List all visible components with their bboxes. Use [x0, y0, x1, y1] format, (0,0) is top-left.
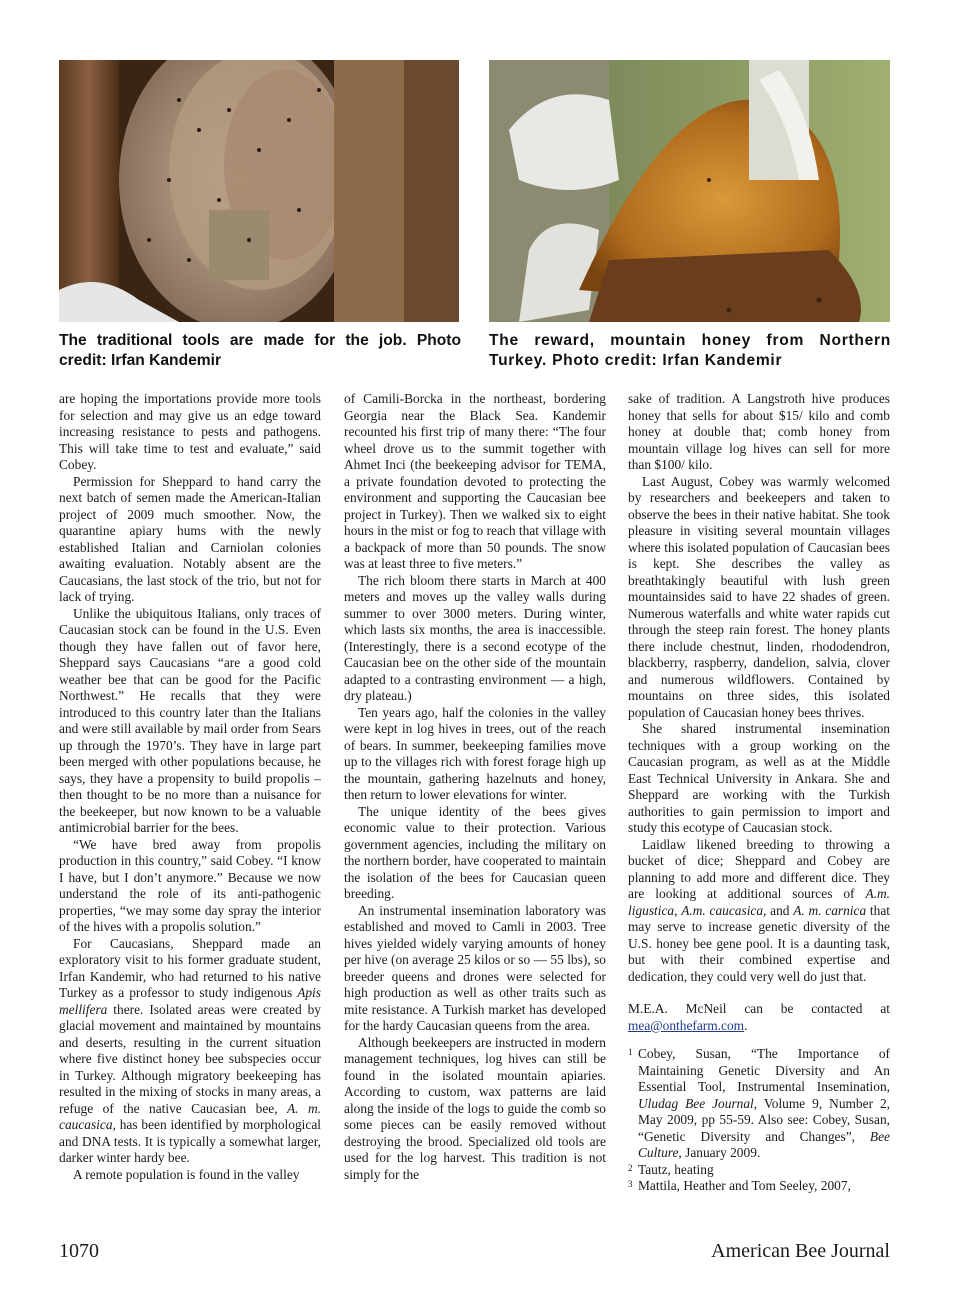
text-run: , January 2009.: [678, 1145, 761, 1160]
text-run: there. Isolated areas were created by glacial movement and maintained by mountains and deserts, resulting in the current situation where five distinct honey bee subspecies occur in Turkey. Although migratory beekeeping has resulted in the mixing of stocks in many areas, a refuge of the native Caucasian bee,: [59, 1001, 321, 1116]
photo-mountain-honey: [489, 60, 890, 322]
text-run: and: [766, 902, 794, 918]
footnote-text: Tautz, heating: [638, 1161, 714, 1177]
paragraph: Ten years ago, half the colonies in the valley were kept in log hives in trees, out of the reach of bears. In summer, beekeeping families move up to the villages rich with forest forage high up the mountain, gathering hazelnuts and honey, then return to lower elevations for winter.: [344, 704, 606, 802]
text-run: that may serve to increase genetic diversity of the U.S. honey bee gene pool. It is a daunting task, but with their combined expertise and dedication, they could very well do just that.: [628, 902, 890, 984]
paragraph: The unique identity of the bees gives economic value to their protection. Various government agencies, including the military on the northern border, have cooperated to maintain the isolation of the bees for Caucasian queen breeding.: [344, 803, 606, 901]
journal-title: Bee Culture: [638, 1128, 890, 1160]
text-run: Cobey, Susan, “The Importance of Maintaining Genetic Diversity and An Essential Tool, Instrumental Insemination,: [638, 1046, 890, 1094]
email-link[interactable]: mea@onthefarm.com: [628, 1017, 745, 1033]
species-name: A.m. caucasica,: [681, 902, 767, 918]
paragraph: are hoping the importations provide more tools for selection and may give us an edge toward increasing resistance to pests and pathogens. This will take time to test and evaluate,” said Cobey.: [59, 391, 321, 472]
footnote-3: [628, 1178, 890, 1195]
species-name: A. m. carnica: [793, 902, 867, 918]
photo-traditional-tools: [59, 60, 459, 322]
species-name: Apis mellifera: [59, 985, 321, 1017]
footnote-number: 2: [628, 1162, 633, 1173]
footnote-text: [638, 1046, 890, 1162]
footnote-number: 1: [628, 1047, 633, 1057]
paragraph: “We have bred away from propolis production in this country,” said Cobey. “I know I have, but I don’t anymore.” Because we now understand the role of its anti-pathogenic properties, “we may some day spray the interior of the hives with a propolis solution.”: [59, 836, 321, 934]
text-run: , Volume 9, Number 2, May 2009, pp 55-59. Also see: Cobey, Susan, “Genetic Diversity and Changes”,: [638, 1095, 891, 1144]
text-run: Laidlaw likened breeding to throwing a bucket of dice; Sheppard and Cobey are planning to add more and different dice. They are looking at additional sources of: [628, 836, 890, 901]
paragraph: The rich bloom there starts in March at 400 meters and moves up the valley walls during summer to over 3000 meters. During winter, which lasts six months, the area is inaccessible. (Interestingly, there is a second ecotype of the Caucasian bee on the other side of the mountain adapted to a contrasting environment — a high, dry plateau.): [344, 572, 606, 703]
journal-name: American Bee Journal: [711, 1240, 890, 1262]
contact-end: .: [744, 1017, 748, 1033]
text-run: has been identified by morphological and DNA tests. It is typically a somewhat larger, darker winter hardy bee.: [59, 1117, 321, 1165]
paragraph: She shared instrumental insemination techniques with a group working on the Caucasian program, as well as at the Middle East Technical University in Ankara. She and Sheppard are working with the Turkish authorities to gain permission to import and study this ecotype of Caucasian stock.: [628, 721, 890, 835]
paragraph: Last August, Cobey was warmly welcomed by researchers and beekeepers and taken to observe the bees in their native habitat. She took pleasure in visiting several mountain villages where this isolated population of Caucasian bees is kept. She describes the valley as breathtakingly beautiful with lush green mountainsides said to have 22 shades of green. Numerous waterfalls and white water rapids cut through the steep rain forest. The honey plants there include chestnut, linden, rhododendron, blackberry, raspberry, dandelion, salvia, clover and numerous wildflowers. Contained by mountains on three sides, this isolated population of Caucasian honey bees thrives.: [628, 473, 890, 720]
paragraph: sake of tradition. A Langstroth hive produces honey that sells for about $15/ kilo and comb honey at double that; comb honey from mountain village log hives can sell for more than $100/ kilo.: [628, 391, 890, 472]
footnote-1: [628, 1046, 890, 1162]
article-column-1: [59, 391, 321, 1183]
paragraph: [628, 837, 890, 986]
photo-caption-right: The reward, mountain honey from Northern Turkey. Photo credit: Irfan Kandemir: [489, 332, 891, 369]
contact-text: M.E.A. McNeil can be contacted at: [628, 1001, 890, 1016]
paragraph: An instrumental insemination laboratory was established and moved to Camli in 2003. Tree hives yielded widely varying amounts of honey per hive (on average 25 kilos or so — 55 lbs), so breeder queens and drones were selected for high production as well as other traits such as mite resistance. A Turkish market has developed for the hardy Caucasian queens from the area.: [344, 902, 606, 1033]
author-contact: [628, 1001, 890, 1034]
footnote-number: 3: [628, 1179, 633, 1189]
paragraph: of Camili-Borcka in the northeast, bordering Georgia near the Black Sea. Kandemir recounted his first trip of many there: “The four wheel drove us to the summit together with Ahmet Inci (the beekeeping advisor for TEMA, a private foundation devoted to protecting the environment and supporting the Caucasian bee project in Turkey). Then we walked six to eight hours in the mist or fog to reach that village with a backpack of more than 50 pounds. The snow was at least three to five meters.”: [344, 391, 606, 571]
photo-caption-left: The traditional tools are made for the job. Photo credit: Irfan Kandemir: [59, 332, 461, 369]
honeycomb-photo: [489, 60, 890, 322]
species-name: A.m. ligustica: [628, 886, 890, 918]
paragraph: [59, 936, 321, 1167]
log-hive-photo: [59, 60, 459, 322]
page-number: 1070: [59, 1240, 99, 1262]
paragraph: Unlike the ubiquitous Italians, only traces of Caucasian stock can be found in the U.S. Even though they have fallen out of favor here, Sheppard says Caucasians “are a good cold weather bee that can be good for the Pacific Northwest.” He recalls that they were introduced to this country later than the Italians and were still available by mail order from Sears up through the 1970’s. They have in large part been merged with other populations because, he says, they have a propensity to build propolis – then thought to be no more than a nuisance for the beekeeper, but now known to be a valuable antimicrobial barrier for the bees.: [59, 605, 321, 835]
species-name: A. m. caucasica,: [59, 1100, 321, 1132]
article-column-2: [344, 391, 606, 1183]
text-run: ,: [674, 902, 682, 918]
footnotes: [628, 1046, 890, 1195]
article-column-3: [628, 391, 890, 1195]
journal-title: Uludag Bee Journal: [638, 1095, 754, 1111]
footnote-2: [628, 1162, 890, 1179]
text-run: For Caucasians, Sheppard made an exploratory visit to his former graduate student, Irfan Kandemir, who had returned to his native Turkey as a professor to study indigenous: [59, 935, 321, 1000]
paragraph: A remote population is found in the valley: [73, 1166, 300, 1182]
paragraph: Although beekeepers are instructed in modern management techniques, log hives can still be found in the isolated mountain apiaries. According to custom, wax patterns are laid along the inside of the logs to guide the comb so some pieces can be easily removed without destroying the brood. Specialized old tools are used for the log harvest. This tradition is not simply for the: [344, 1034, 606, 1182]
footnote-text: Mattila, Heather and Tom Seeley, 2007,: [638, 1178, 851, 1193]
paragraph: Permission for Sheppard to hand carry the next batch of semen made the American-Italian project of 2009 much smoother. Now, the quarantine apiary hums with the newly established Italian and Carniolan colonies awaiting evaluation. Notably absent are the Caucasians, the last stock of the trio, but not for lack of trying.: [59, 473, 321, 604]
